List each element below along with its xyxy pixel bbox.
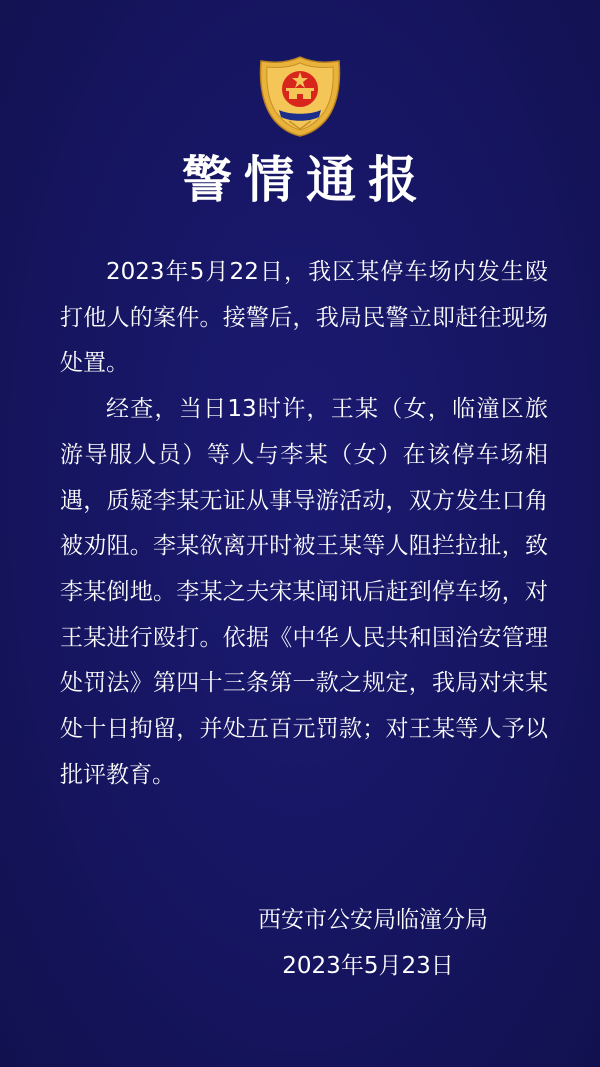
issue-date: 2023年5月23日 [282,953,454,979]
police-emblem-icon [255,55,345,137]
page-title: 警情通报 [182,151,430,209]
issuing-organization: 西安市公安局临潼分局 [258,907,488,933]
paragraph-incident: 2023年5月22日，我区某停车场内发生殴打他人的案件。接警后，我局民警立即赶往现场处置。 [60,259,548,377]
paragraph-investigation: 经查，当日13时许，王某（女，临潼区旅游导服人员）等人与李某（女）在该停车场相遇，质疑李某无证从事导游活动，双方发生口角被劝阻。李某欲离开时被王某等人阻拦拉扯，致李某倒地。李某之夫宋某闻讯后赶到停车场，对王某进行殴打。依据《中华人民共和国治安管理处罚法》第四十三条第一款之规定，我局对宋某处十日拘留，并处五百元罚款；对王某等人予以批评教育。 [60,396,548,788]
notice-body [60,250,548,798]
